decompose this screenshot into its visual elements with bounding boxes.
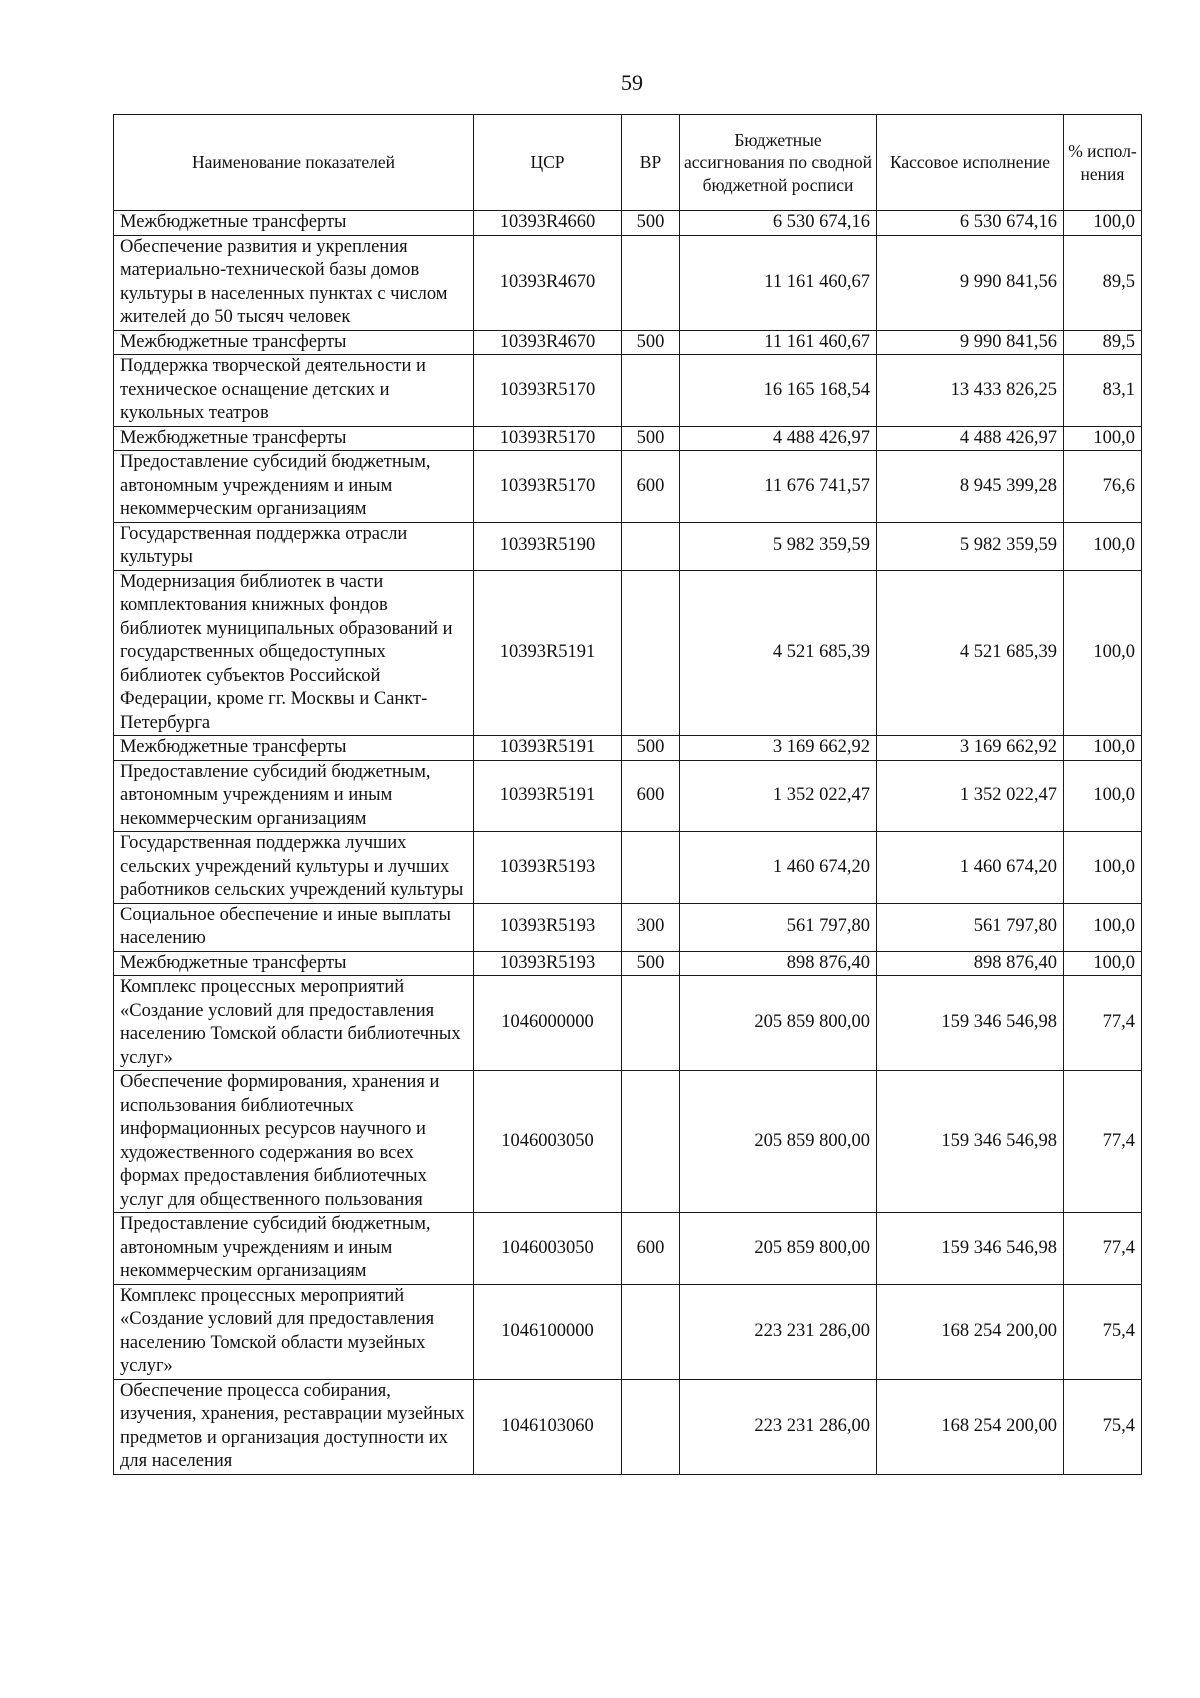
- row-vr-cell: 500: [622, 951, 680, 976]
- row-budget-cell: 11 161 460,67: [680, 330, 877, 355]
- row-cash-cell: 3 169 662,92: [877, 736, 1064, 761]
- row-pct-cell: 100,0: [1064, 903, 1142, 951]
- table-row: [114, 355, 1142, 427]
- row-csr-cell: 1046100000: [474, 1284, 622, 1379]
- row-budget-cell: 5 982 359,59: [680, 522, 877, 570]
- row-vr-cell: 500: [622, 330, 680, 355]
- row-name-cell: Межбюджетные трансферты: [114, 211, 474, 236]
- row-cash-cell: 4 521 685,39: [877, 570, 1064, 736]
- row-pct-cell: 83,1: [1064, 355, 1142, 427]
- table-row: [114, 951, 1142, 976]
- row-vr-cell: [622, 1071, 680, 1213]
- row-name-cell: Обеспечение развития и укрепления материально-технической базы домов культуры в населенных пунктах с числом жителей до 50 тысяч человек: [114, 235, 474, 330]
- table-row: [114, 426, 1142, 451]
- table-row: [114, 1213, 1142, 1285]
- row-name-cell: Поддержка творческой деятельности и техническое оснащение детских и кукольных театров: [114, 355, 474, 427]
- row-pct-cell: 100,0: [1064, 211, 1142, 236]
- table-row: [114, 211, 1142, 236]
- header-pct: % испол-нения: [1064, 115, 1142, 211]
- row-cash-cell: 159 346 546,98: [877, 976, 1064, 1071]
- row-pct-cell: 77,4: [1064, 1071, 1142, 1213]
- row-name-cell: Предоставление субсидий бюджетным, автономным учреждениям и иным некоммерческим организациям: [114, 1213, 474, 1285]
- row-csr-cell: 10393R5190: [474, 522, 622, 570]
- row-name-cell: Предоставление субсидий бюджетным, автономным учреждениям и иным некоммерческим организациям: [114, 451, 474, 523]
- table-row: [114, 330, 1142, 355]
- row-pct-cell: 100,0: [1064, 426, 1142, 451]
- row-cash-cell: 898 876,40: [877, 951, 1064, 976]
- row-csr-cell: 10393R5170: [474, 426, 622, 451]
- row-pct-cell: 75,4: [1064, 1284, 1142, 1379]
- row-vr-cell: 300: [622, 903, 680, 951]
- row-name-cell: Государственная поддержка лучших сельских учреждений культуры и лучших работников сельских учреждений культуры: [114, 832, 474, 904]
- row-csr-cell: 10393R5193: [474, 832, 622, 904]
- row-vr-cell: [622, 522, 680, 570]
- row-name-cell: Государственная поддержка отрасли культуры: [114, 522, 474, 570]
- table-row: [114, 1071, 1142, 1213]
- table-header-row: [114, 115, 1142, 211]
- row-budget-cell: 205 859 800,00: [680, 1071, 877, 1213]
- row-csr-cell: 10393R5191: [474, 570, 622, 736]
- row-name-cell: Предоставление субсидий бюджетным, автономным учреждениям и иным некоммерческим организациям: [114, 760, 474, 832]
- row-cash-cell: 8 945 399,28: [877, 451, 1064, 523]
- row-name-cell: Межбюджетные трансферты: [114, 330, 474, 355]
- row-csr-cell: 10393R5193: [474, 951, 622, 976]
- header-budget: Бюджетные ассигнования по сводной бюджетной росписи: [680, 115, 877, 211]
- row-name-cell: Межбюджетные трансферты: [114, 951, 474, 976]
- row-name-cell: Комплекс процессных мероприятий «Создание условий для предоставления населению Томской области музейных услуг»: [114, 1284, 474, 1379]
- row-budget-cell: 898 876,40: [680, 951, 877, 976]
- row-name-cell: Комплекс процессных мероприятий «Создание условий для предоставления населению Томской области библиотечных услуг»: [114, 976, 474, 1071]
- row-pct-cell: 100,0: [1064, 951, 1142, 976]
- table-row: [114, 736, 1142, 761]
- row-cash-cell: 6 530 674,16: [877, 211, 1064, 236]
- row-cash-cell: 9 990 841,56: [877, 235, 1064, 330]
- table-row: [114, 903, 1142, 951]
- row-csr-cell: 1046003050: [474, 1213, 622, 1285]
- row-pct-cell: 77,4: [1064, 976, 1142, 1071]
- row-csr-cell: 10393R4670: [474, 235, 622, 330]
- row-vr-cell: 500: [622, 736, 680, 761]
- row-cash-cell: 1 460 674,20: [877, 832, 1064, 904]
- row-pct-cell: 89,5: [1064, 330, 1142, 355]
- table-row: [114, 235, 1142, 330]
- row-vr-cell: 600: [622, 451, 680, 523]
- row-pct-cell: 89,5: [1064, 235, 1142, 330]
- row-budget-cell: 11 161 460,67: [680, 235, 877, 330]
- row-budget-cell: 3 169 662,92: [680, 736, 877, 761]
- row-vr-cell: [622, 235, 680, 330]
- row-csr-cell: 10393R4660: [474, 211, 622, 236]
- row-cash-cell: 168 254 200,00: [877, 1379, 1064, 1474]
- header-vr: ВР: [622, 115, 680, 211]
- row-cash-cell: 159 346 546,98: [877, 1071, 1064, 1213]
- row-csr-cell: 10393R5170: [474, 451, 622, 523]
- row-name-cell: Обеспечение процесса собирания, изучения, хранения, реставрации музейных предметов и организация доступности их для населения: [114, 1379, 474, 1474]
- row-cash-cell: 9 990 841,56: [877, 330, 1064, 355]
- table-row: [114, 1379, 1142, 1474]
- row-budget-cell: 223 231 286,00: [680, 1284, 877, 1379]
- row-cash-cell: 168 254 200,00: [877, 1284, 1064, 1379]
- row-vr-cell: [622, 832, 680, 904]
- table-row: [114, 451, 1142, 523]
- row-csr-cell: 10393R5193: [474, 903, 622, 951]
- row-vr-cell: [622, 1379, 680, 1474]
- row-pct-cell: 75,4: [1064, 1379, 1142, 1474]
- budget-execution-table: [113, 114, 1142, 1475]
- row-budget-cell: 205 859 800,00: [680, 976, 877, 1071]
- row-cash-cell: 4 488 426,97: [877, 426, 1064, 451]
- table-row: [114, 760, 1142, 832]
- row-vr-cell: [622, 570, 680, 736]
- row-budget-cell: 6 530 674,16: [680, 211, 877, 236]
- header-csr: ЦСР: [474, 115, 622, 211]
- row-pct-cell: 100,0: [1064, 570, 1142, 736]
- row-csr-cell: 1046000000: [474, 976, 622, 1071]
- row-name-cell: Обеспечение формирования, хранения и использования библиотечных информационных ресурсов научного и художественного содержания во всех формах предоставления библиотечных услуг для общественного пользования: [114, 1071, 474, 1213]
- row-budget-cell: 561 797,80: [680, 903, 877, 951]
- row-name-cell: Межбюджетные трансферты: [114, 736, 474, 761]
- row-cash-cell: 5 982 359,59: [877, 522, 1064, 570]
- row-pct-cell: 77,4: [1064, 1213, 1142, 1285]
- row-pct-cell: 100,0: [1064, 832, 1142, 904]
- row-cash-cell: 159 346 546,98: [877, 1213, 1064, 1285]
- row-vr-cell: 600: [622, 760, 680, 832]
- row-vr-cell: [622, 1284, 680, 1379]
- row-csr-cell: 10393R4670: [474, 330, 622, 355]
- table-row: [114, 976, 1142, 1071]
- row-vr-cell: 500: [622, 211, 680, 236]
- row-csr-cell: 10393R5191: [474, 760, 622, 832]
- row-csr-cell: 1046003050: [474, 1071, 622, 1213]
- row-pct-cell: 100,0: [1064, 760, 1142, 832]
- row-budget-cell: 4 521 685,39: [680, 570, 877, 736]
- table-row: [114, 1284, 1142, 1379]
- table-row: [114, 570, 1142, 736]
- row-budget-cell: 4 488 426,97: [680, 426, 877, 451]
- row-budget-cell: 11 676 741,57: [680, 451, 877, 523]
- row-name-cell: Модернизация библиотек в части комплектования книжных фондов библиотек муниципальных образований и государственных общедоступных библиотек субъектов Российской Федерации, кроме гг. Москвы и Санкт-Петербурга: [114, 570, 474, 736]
- row-budget-cell: 1 352 022,47: [680, 760, 877, 832]
- row-pct-cell: 100,0: [1064, 522, 1142, 570]
- row-cash-cell: 1 352 022,47: [877, 760, 1064, 832]
- row-csr-cell: 10393R5191: [474, 736, 622, 761]
- row-cash-cell: 13 433 826,25: [877, 355, 1064, 427]
- table-body: [114, 211, 1142, 1475]
- row-vr-cell: 500: [622, 426, 680, 451]
- header-cash: Кассовое исполнение: [877, 115, 1064, 211]
- row-vr-cell: [622, 355, 680, 427]
- row-pct-cell: 76,6: [1064, 451, 1142, 523]
- table-row: [114, 522, 1142, 570]
- row-budget-cell: 1 460 674,20: [680, 832, 877, 904]
- row-budget-cell: 16 165 168,54: [680, 355, 877, 427]
- row-cash-cell: 561 797,80: [877, 903, 1064, 951]
- table-row: [114, 832, 1142, 904]
- row-vr-cell: [622, 976, 680, 1071]
- row-budget-cell: 223 231 286,00: [680, 1379, 877, 1474]
- row-vr-cell: 600: [622, 1213, 680, 1285]
- page-number: 59: [621, 70, 643, 95]
- header-name: Наименование показателей: [114, 115, 474, 211]
- row-pct-cell: 100,0: [1064, 736, 1142, 761]
- row-csr-cell: 1046103060: [474, 1379, 622, 1474]
- row-name-cell: Межбюджетные трансферты: [114, 426, 474, 451]
- row-budget-cell: 205 859 800,00: [680, 1213, 877, 1285]
- row-csr-cell: 10393R5170: [474, 355, 622, 427]
- row-name-cell: Социальное обеспечение и иные выплаты населению: [114, 903, 474, 951]
